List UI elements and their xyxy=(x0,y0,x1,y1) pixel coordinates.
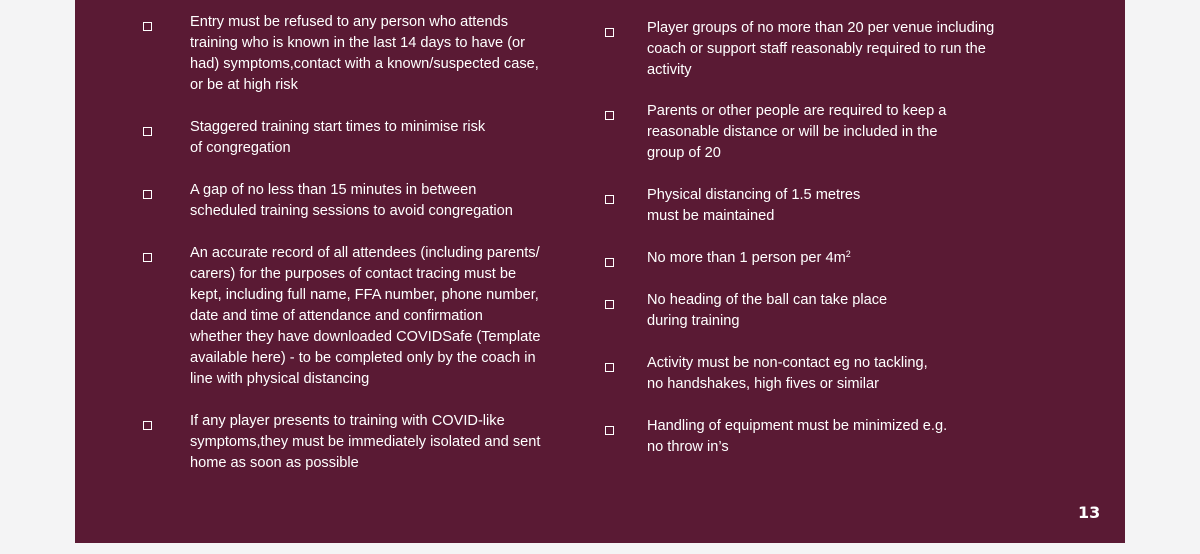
left-item-4-line: An accurate record of all attendees (including parents/ xyxy=(190,245,540,261)
left-item-1-line: or be at high risk xyxy=(190,77,298,93)
right-item-1-line: coach or support staff reasonably required to run the xyxy=(647,41,986,57)
right-checkbox-6[interactable] xyxy=(605,363,614,372)
right-checkbox-1[interactable] xyxy=(605,28,614,37)
left-item-2-line: of congregation xyxy=(190,140,291,156)
left-item-4-line: kept, including full name, FFA number, phone number, xyxy=(190,287,539,303)
right-item-1-line: Player groups of no more than 20 per venue including xyxy=(647,20,995,36)
left-item-1-line: had) symptoms,contact with a known/suspected case, xyxy=(190,56,539,72)
right-item-2-line: group of 20 xyxy=(647,145,721,161)
right-item-4-line: No more than 1 person per $4m^2$ xyxy=(647,249,851,266)
right-item-7-line: no throw in’s xyxy=(647,439,729,455)
right-item-2-line: reasonable distance or will be included in the xyxy=(647,124,938,140)
left-item-1-line: Entry must be refused to any person who attends xyxy=(190,14,508,30)
right-item-3-line: Physical distancing of 1.5 metres xyxy=(647,187,861,203)
right-item-7-line: Handling of equipment must be minimized e.g. xyxy=(647,418,948,434)
document-page xyxy=(75,0,1125,543)
left-item-5-line: If any player presents to training with COVID-like xyxy=(190,413,505,429)
right-item-3-line: must be maintained xyxy=(647,208,775,224)
left-item-1-line: training who is known in the last 14 days to have (or xyxy=(190,35,526,51)
left-item-5-line: home as soon as possible xyxy=(190,455,359,471)
left-item-4-line: carers) for the purposes of contact tracing must be xyxy=(190,266,517,282)
right-checkbox-5[interactable] xyxy=(605,300,614,309)
right-checkbox-7[interactable] xyxy=(605,426,614,435)
left-item-3-line: A gap of no less than 15 minutes in between xyxy=(190,182,477,198)
right-item-5-line: during training xyxy=(647,313,740,329)
left-checkbox-3[interactable] xyxy=(143,190,152,199)
right-checkbox-3[interactable] xyxy=(605,195,614,204)
right-item-6-line: no handshakes, high fives or similar xyxy=(647,376,879,392)
left-item-4-line: whether they have downloaded COVIDSafe (Template xyxy=(190,329,541,345)
left-checkbox-4[interactable] xyxy=(143,253,152,262)
right-item-2-line: Parents or other people are required to keep a xyxy=(647,103,947,119)
left-checkbox-2[interactable] xyxy=(143,127,152,136)
left-checkbox-5[interactable] xyxy=(143,421,152,430)
right-item-4-superscript: 2 xyxy=(845,249,851,259)
left-item-4-line: line with physical distancing xyxy=(190,371,370,387)
right-checkbox-2[interactable] xyxy=(605,111,614,120)
left-item-5-line: symptoms,they must be immediately isolated and sent xyxy=(190,434,541,450)
left-item-4-line: available here) - to be completed only by the coach in xyxy=(190,350,536,366)
right-checkbox-4[interactable] xyxy=(605,258,614,267)
right-item-5-line: No heading of the ball can take place xyxy=(647,292,888,308)
left-item-2-line: Staggered training start times to minimise risk xyxy=(190,119,486,135)
left-item-3-line: scheduled training sessions to avoid congregation xyxy=(190,203,513,219)
left-checkbox-1[interactable] xyxy=(143,22,152,31)
right-item-1-line: activity xyxy=(647,62,692,78)
left-item-4-line: date and time of attendance and confirmation xyxy=(190,308,483,324)
page-number: 13 xyxy=(1078,503,1101,522)
right-item-6-line: Activity must be non-contact eg no tackling, xyxy=(647,355,928,371)
